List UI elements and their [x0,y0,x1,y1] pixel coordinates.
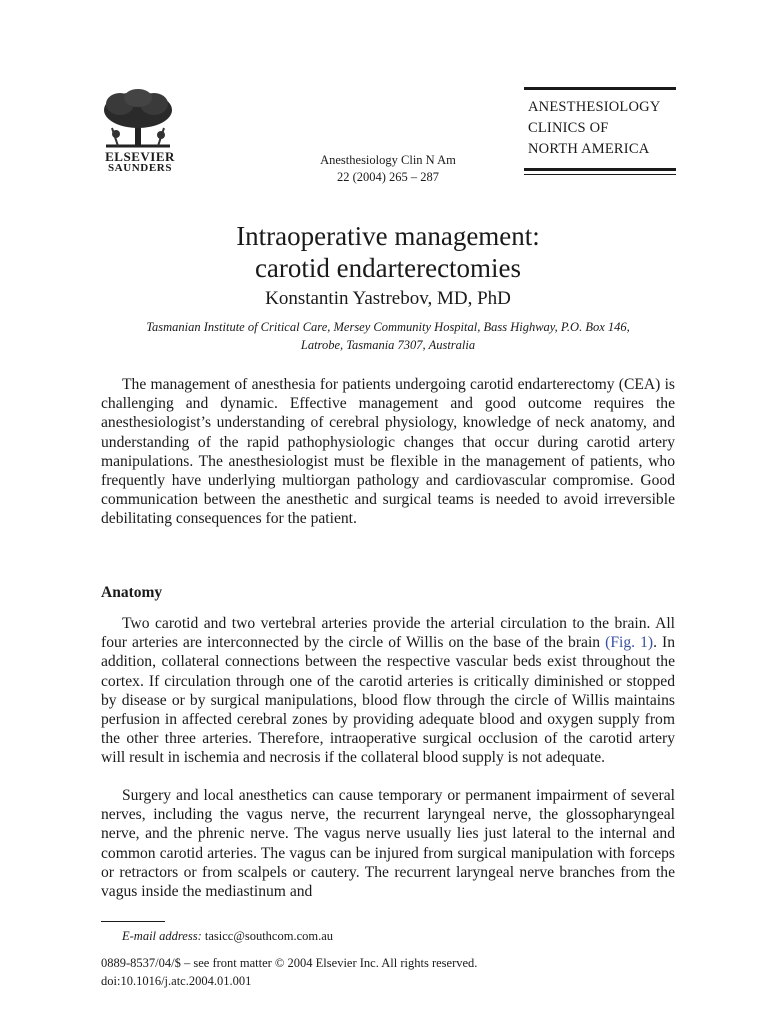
article-title-line1: Intraoperative management: [236,221,540,251]
paragraph-2-text: Surgery and local anesthetics can cause temporary or permanent impairment of several nerves, including the vagus nerve, the recurrent laryngeal nerve, the glossopharyngeal nerve, and the phrenic nerve. The vagus nerve usually lies just lateral to the internal and common carotid arteries. The vagus can be injured from surgical manipulation with forceps or retractors or from scalpels or cautery. The recurrent laryngeal nerve branches from the vagus inside the mediastinum and [101,787,675,901]
elsevier-tree-icon [98,88,178,150]
doi-line[interactable]: doi:10.1016/j.atc.2004.01.001 [101,974,252,988]
affiliation-line1: Tasmanian Institute of Critical Care, Mersey Community Hospital, Bass Highway, P.O. Box 146, [146,320,630,334]
paragraph-1-text [101,614,675,768]
copyright-block [101,954,477,990]
article-title [100,220,676,284]
paragraph-1-start: Two carotid and two vertebral arteries provide the arterial circulation to the brain. All four arteries are interconnected by the circle of Willis on the base of the brain [101,615,675,652]
article-author: Konstantin Yastrebov, MD, PhD [265,288,511,309]
journal-title [528,97,676,160]
abstract-text: The management of anesthesia for patients undergoing carotid endarterectomy (CEA) is challenging and dynamic. Effective management and good outcome requires the anesthesiologist’s understanding of cerebral physiology, knowledge of neck anatomy, and understanding of the rapid pathophysiologic changes that occur during carotid artery manipulations. The anesthesiologist must be flexible in the management of patients, who frequently have underlying multiorgan pathology and cardiovascular compromise. Good communication between the anesthetic and surgical teams is needed to avoid irreversible debilitating consequences for the patient. [101,376,675,528]
section-heading: Anatomy [101,584,163,601]
citation-journal: Anesthesiology Clin N Am [320,153,456,167]
footnote-email [122,927,333,945]
publisher-imprint: SAUNDERS [107,162,173,174]
paragraph-1-end: . In addition, collateral connections between the respective vascular beds exist throughout the cortex. If circulation through one of the carotid arteries is critically diminished or stopped by disease or by surgical manipulations, blood flow through the circle of Willis maintains perfusion in affected cerebral zones by providing adequate blood and oxygen supply from the other three arteries. Therefore, intraoperative surgical occlusion of the carotid artery will result in ischemia and necrosis if the collateral blood supply is not adequate. [101,634,675,767]
journal-rule-bottom [524,168,676,171]
email-label: E-mail address: [122,929,202,943]
figure-1-link[interactable]: (Fig. 1) [605,634,654,652]
article-title-line2: carotid endarterectomies [254,253,522,283]
journal-rule-bottom-thin [524,174,676,175]
copyright-line: 0889-8537/04/$ – see front matter © 2004 Elsevier Inc. All rights reserved. [101,956,478,970]
author-affiliation [100,318,676,354]
paragraph-1 [101,614,675,768]
journal-title-line3: NORTH AMERICA [528,141,650,157]
journal-title-line2: CLINICS OF [528,120,609,136]
footnote-divider [101,921,165,922]
journal-citation [296,152,480,186]
citation-volume-pages: 22 (2004) 265 – 287 [336,170,440,184]
journal-title-block [524,87,676,175]
abstract [101,375,675,529]
publisher-name: ELSEVIER [105,149,175,164]
paragraph-2 [101,786,675,901]
email-address[interactable]: tasicc@southcom.com.au [204,929,334,943]
affiliation-line2: Latrobe, Tasmania 7307, Australia [300,338,476,352]
journal-rule-top [524,87,676,90]
journal-title-line1: ANESTHESIOLOGY [528,99,661,115]
